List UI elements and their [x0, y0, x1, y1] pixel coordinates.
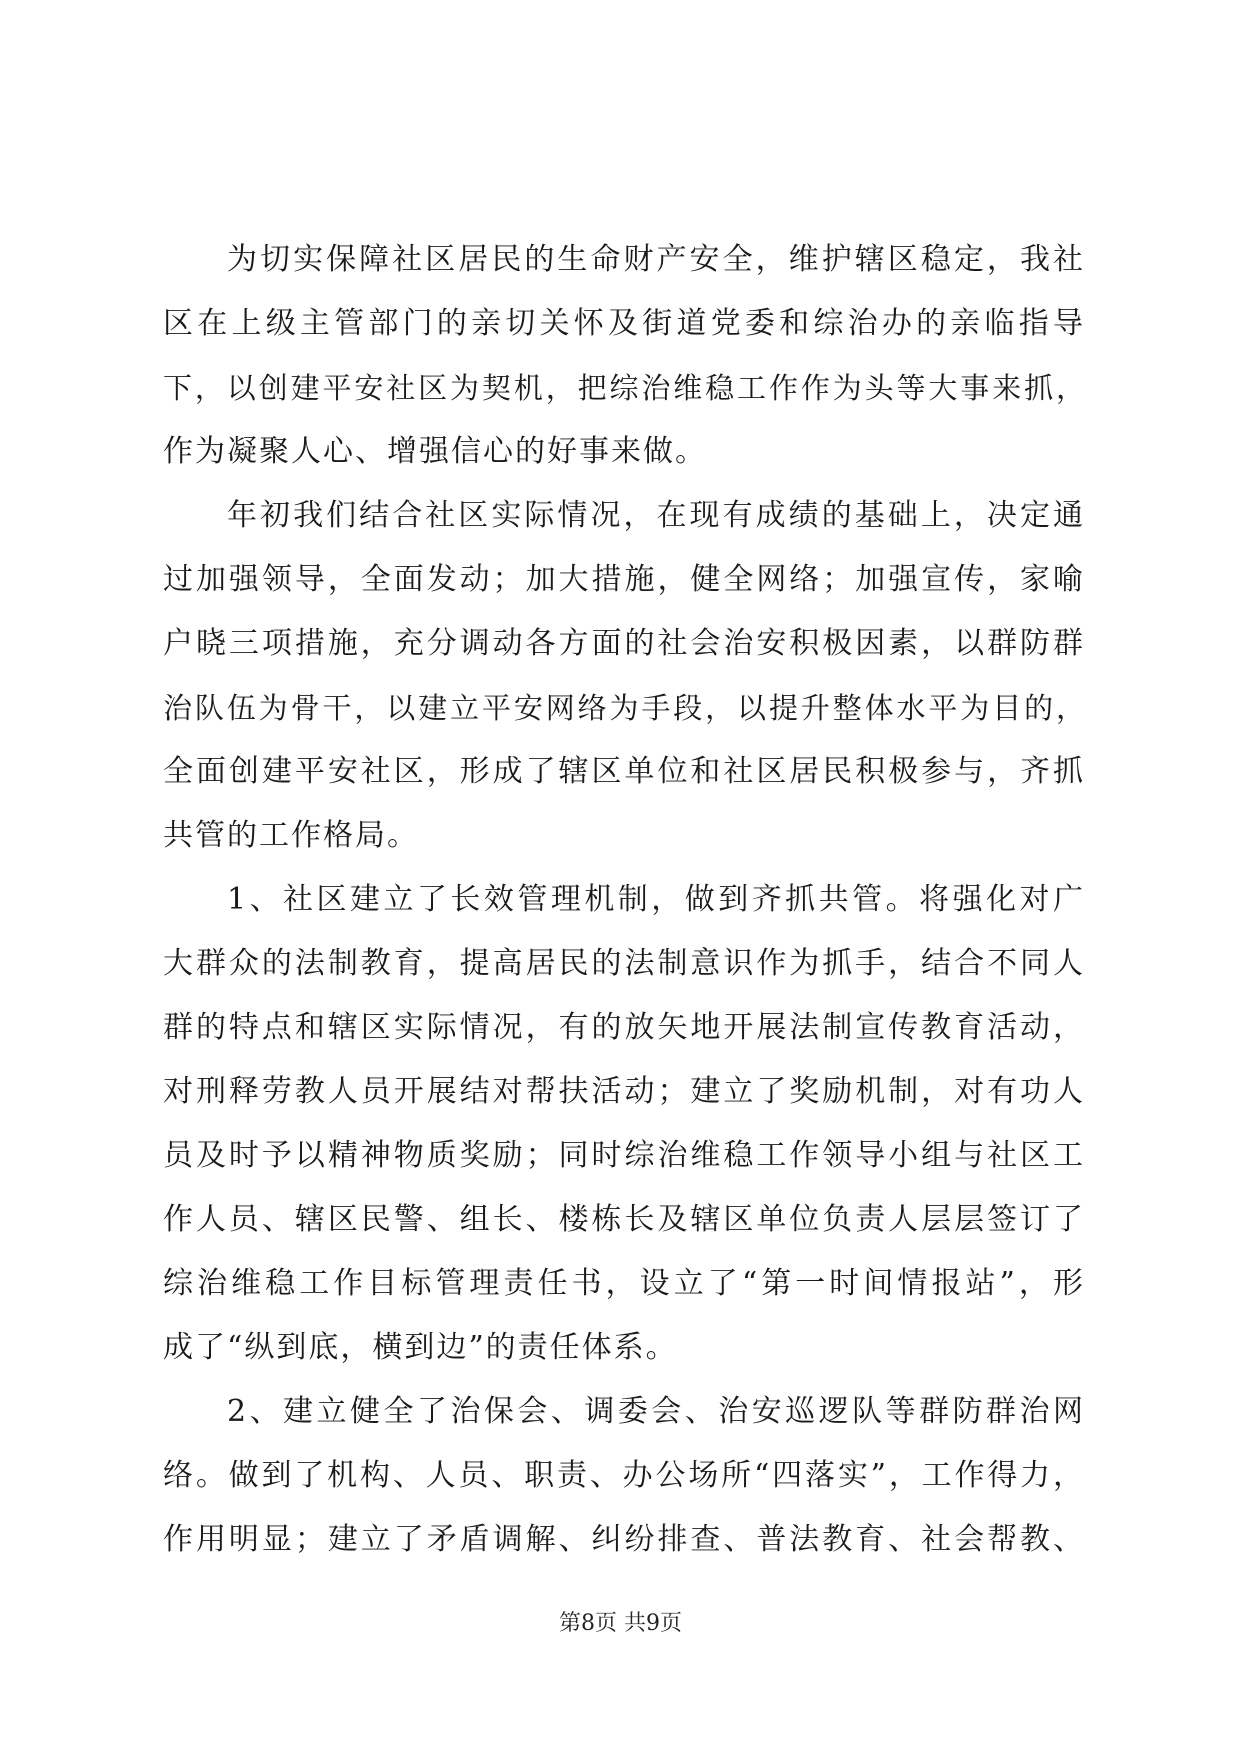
paragraph-line: 综治维稳工作目标管理责任书，设立了“第一时间情报站”，形 — [163, 1266, 1085, 1301]
paragraph-line: 治队伍为骨干，以建立平安网络为手段，以提升整体水平为目的， — [163, 691, 1085, 725]
paragraph-line: 作用明显；建立了矛盾调解、纠纷排查、普法教育、社会帮教、 — [163, 1522, 1085, 1557]
paragraph-line: 年初我们结合社区实际情况，在现有成绩的基础上，决定通 — [227, 498, 1085, 533]
paragraph-line: 作为凝聚人心、增强信心的好事来做。 — [163, 434, 707, 469]
paragraph-line: 作人员、辖区民警、组长、楼栋长及辖区单位负责人层层签订了 — [163, 1202, 1085, 1237]
paragraph-1 — [163, 228, 1085, 484]
paragraph-line: 络。做到了机构、人员、职责、办公场所“四落实”，工作得力， — [163, 1458, 1085, 1493]
paragraph-3 — [163, 868, 1085, 1380]
paragraph-line: 群的特点和辖区实际情况，有的放矢地开展法制宣传教育活动， — [163, 1010, 1085, 1045]
paragraph-line: 过加强领导，全面发动；加大措施，健全网络；加强宣传，家喻 — [163, 562, 1085, 597]
paragraph-4 — [163, 1380, 1085, 1572]
document-body — [163, 228, 1085, 1572]
paragraph-2 — [163, 484, 1085, 868]
paragraph-line: 区在上级主管部门的亲切关怀及街道党委和综治办的亲临指导 — [163, 306, 1085, 341]
paragraph-line: 户晓三项措施，充分调动各方面的社会治安积极因素，以群防群 — [163, 626, 1085, 661]
paragraph-line: 下，以创建平安社区为契机，把综治维稳工作作为头等大事来抓， — [163, 371, 1085, 405]
paragraph-line: 对刑释劳教人员开展结对帮扶活动；建立了奖励机制，对有功人 — [163, 1074, 1085, 1109]
paragraph-line: 2、建立健全了治保会、调委会、治安巡逻队等群防群治网 — [227, 1394, 1085, 1429]
paragraph-line: 成了“纵到底，横到边”的责任体系。 — [163, 1330, 678, 1365]
paragraph-line: 大群众的法制教育，提高居民的法制意识作为抓手，结合不同人 — [163, 946, 1085, 981]
paragraph-line: 共管的工作格局。 — [163, 818, 419, 853]
paragraph-line: 员及时予以精神物质奖励；同时综治维稳工作领导小组与社区工 — [163, 1138, 1085, 1173]
paragraph-line: 全面创建平安社区，形成了辖区单位和社区居民积极参与，齐抓 — [163, 754, 1085, 789]
paragraph-line: 1、社区建立了长效管理机制，做到齐抓共管。将强化对广 — [227, 882, 1085, 917]
page-footer: 第8页 共9页 — [559, 1611, 682, 1636]
paragraph-line: 为切实保障社区居民的生命财产安全，维护辖区稳定，我社 — [227, 242, 1085, 277]
